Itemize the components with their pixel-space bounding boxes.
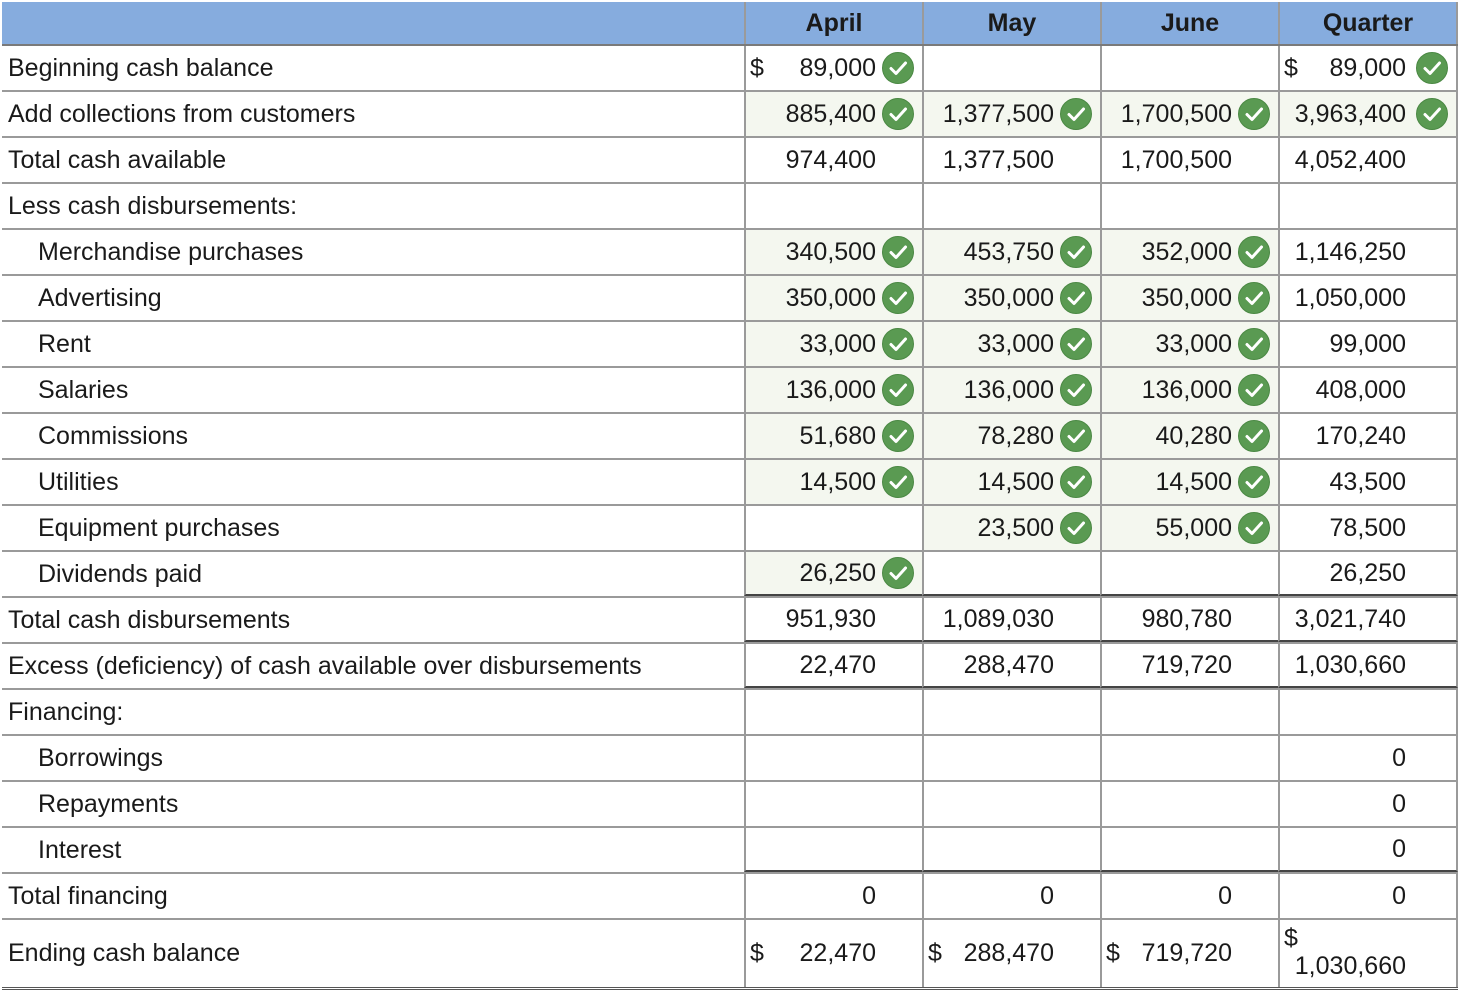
- row-label: Total cash available: [8, 145, 227, 174]
- value-cell: [1100, 874, 1278, 918]
- checkmark-icon: [1238, 98, 1270, 130]
- value-cell: [1278, 598, 1458, 642]
- value-cell: [1278, 368, 1458, 412]
- table-row: [2, 920, 1458, 990]
- header-june: June: [1160, 8, 1220, 37]
- value-cell: [744, 920, 922, 987]
- value-cell: [744, 828, 922, 872]
- cell-value: 0: [1392, 881, 1406, 910]
- cell-value: 1,377,500: [942, 145, 1054, 174]
- table-row: [2, 138, 1458, 184]
- dollar-sign: $: [1106, 939, 1120, 967]
- value-cell: [1278, 552, 1458, 596]
- cell-value: 1,030,660: [1294, 650, 1406, 679]
- checkmark-icon: [882, 420, 914, 452]
- table-row: [2, 874, 1458, 920]
- table-row: [2, 276, 1458, 322]
- cell-value: 288,470: [963, 650, 1054, 679]
- cell-value: 350,000: [963, 283, 1054, 312]
- header-april: April: [805, 8, 863, 37]
- checkmark-icon: [882, 52, 914, 84]
- value-cell: [922, 828, 1100, 872]
- value-input-cell[interactable]: [1100, 368, 1278, 412]
- cell-value: 350,000: [1141, 283, 1232, 312]
- value-input-cell[interactable]: [922, 230, 1100, 274]
- value-cell: [922, 736, 1100, 780]
- checkmark-icon: [1238, 466, 1270, 498]
- value-cell: [1100, 46, 1278, 90]
- table-row: [2, 598, 1458, 644]
- value-cell: [922, 690, 1100, 734]
- cell-value: 78,280: [977, 421, 1054, 450]
- table-row: [2, 230, 1458, 276]
- value-cell: [1100, 644, 1278, 688]
- value-input-cell[interactable]: [744, 414, 922, 458]
- value-input-cell[interactable]: [922, 322, 1100, 366]
- value-input-cell[interactable]: [922, 414, 1100, 458]
- cell-value: 980,780: [1141, 604, 1232, 633]
- checkmark-icon: [1238, 512, 1270, 544]
- cell-value: 0: [1392, 789, 1406, 818]
- table-row: [2, 736, 1458, 782]
- cell-value: 136,000: [1141, 375, 1232, 404]
- value-cell: [922, 598, 1100, 642]
- value-cell: [1100, 138, 1278, 182]
- checkmark-icon: [882, 98, 914, 130]
- value-cell: [1100, 690, 1278, 734]
- value-input-cell[interactable]: [744, 460, 922, 504]
- value-cell: [1100, 184, 1278, 228]
- cell-value: 453,750: [963, 237, 1054, 266]
- cell-value: 1,146,250: [1294, 237, 1406, 266]
- value-cell: [744, 736, 922, 780]
- row-label: Salaries: [38, 375, 129, 404]
- checkmark-icon: [1060, 420, 1092, 452]
- table-row: [2, 414, 1458, 460]
- value-cell: [922, 552, 1100, 596]
- cell-value: 350,000: [785, 283, 876, 312]
- table-row: [2, 644, 1458, 690]
- value-input-cell[interactable]: [922, 368, 1100, 412]
- cell-value: 0: [1392, 834, 1406, 863]
- value-cell: [1278, 460, 1458, 504]
- cell-value: 951,930: [785, 604, 876, 633]
- value-input-cell[interactable]: [1100, 460, 1278, 504]
- value-cell: [1278, 782, 1458, 826]
- value-cell: [1278, 184, 1458, 228]
- value-cell: [1278, 690, 1458, 734]
- value-cell: [922, 874, 1100, 918]
- value-cell: [922, 644, 1100, 688]
- cell-value: 33,000: [977, 329, 1054, 358]
- cell-value: 55,000: [1155, 513, 1232, 542]
- cell-value: 0: [1040, 881, 1054, 910]
- cell-value: 89,000: [1329, 53, 1406, 82]
- checkmark-icon: [1416, 98, 1448, 130]
- checkmark-icon: [882, 236, 914, 268]
- table-row: [2, 690, 1458, 736]
- row-label: Add collections from customers: [8, 99, 356, 128]
- checkmark-icon: [882, 374, 914, 406]
- cell-value: 4,052,400: [1294, 145, 1406, 174]
- value-cell: [1100, 782, 1278, 826]
- checkmark-icon: [882, 466, 914, 498]
- row-label: Beginning cash balance: [8, 53, 274, 82]
- cell-value: 0: [1218, 881, 1232, 910]
- value-cell: [744, 46, 922, 90]
- value-cell: [1278, 322, 1458, 366]
- cell-value: 136,000: [963, 375, 1054, 404]
- checkmark-icon: [882, 328, 914, 360]
- cell-value: 99,000: [1329, 329, 1406, 358]
- cell-value: 1,050,000: [1294, 283, 1406, 312]
- cell-value: 89,000: [799, 53, 876, 82]
- cash-budget-table: [2, 2, 1458, 990]
- table-row: [2, 184, 1458, 230]
- row-label: Equipment purchases: [38, 513, 280, 542]
- row-label: Utilities: [38, 467, 119, 496]
- value-input-cell[interactable]: [1100, 506, 1278, 550]
- checkmark-icon: [882, 557, 914, 589]
- value-input-cell[interactable]: [1100, 322, 1278, 366]
- dollar-sign: $: [750, 939, 764, 967]
- row-label: Merchandise purchases: [38, 237, 304, 266]
- value-cell: [1278, 828, 1458, 872]
- checkmark-icon: [1416, 52, 1448, 84]
- dollar-sign: $: [928, 939, 942, 967]
- cell-value: 719,720: [1141, 939, 1232, 967]
- row-label: Less cash disbursements:: [8, 191, 298, 220]
- row-label: Repayments: [38, 789, 179, 818]
- row-label: Total cash disbursements: [8, 605, 291, 634]
- dollar-sign: $: [1284, 924, 1298, 952]
- header-may: May: [987, 8, 1037, 37]
- value-cell: [1278, 414, 1458, 458]
- cell-value: 26,250: [799, 558, 876, 587]
- value-cell: [1278, 506, 1458, 550]
- checkmark-icon: [1060, 282, 1092, 314]
- dollar-sign: $: [750, 53, 764, 82]
- cell-value: 14,500: [977, 467, 1054, 496]
- cell-value: 33,000: [1155, 329, 1232, 358]
- value-cell: [1100, 828, 1278, 872]
- row-label: Borrowings: [38, 743, 164, 772]
- header-cell-april: [744, 2, 922, 44]
- checkmark-icon: [1238, 236, 1270, 268]
- value-input-cell[interactable]: [1100, 414, 1278, 458]
- checkmark-icon: [1060, 374, 1092, 406]
- cell-value: 1,377,500: [942, 99, 1054, 128]
- value-cell: [1100, 552, 1278, 596]
- value-input-cell[interactable]: [744, 368, 922, 412]
- value-cell: [922, 782, 1100, 826]
- value-cell: [744, 690, 922, 734]
- table-row: [2, 322, 1458, 368]
- cell-value: 136,000: [785, 375, 876, 404]
- table-row: [2, 828, 1458, 874]
- cell-value: 33,000: [799, 329, 876, 358]
- row-label: Interest: [38, 835, 122, 864]
- value-cell: [744, 598, 922, 642]
- checkmark-icon: [882, 282, 914, 314]
- value-input-cell[interactable]: [1100, 92, 1278, 136]
- value-cell: [1278, 138, 1458, 182]
- header-cell-june: [1100, 2, 1278, 44]
- row-label: Rent: [38, 329, 91, 358]
- value-cell: [744, 644, 922, 688]
- row-label: Advertising: [38, 283, 162, 312]
- cell-value: 14,500: [799, 467, 876, 496]
- cell-value: 0: [1392, 743, 1406, 772]
- table-row: [2, 552, 1458, 598]
- value-cell: [1278, 874, 1458, 918]
- checkmark-icon: [1238, 328, 1270, 360]
- cell-value: 78,500: [1329, 513, 1406, 542]
- value-cell: [1278, 230, 1458, 274]
- checkmark-icon: [1060, 512, 1092, 544]
- cell-value: 340,500: [785, 237, 876, 266]
- value-cell: [1100, 598, 1278, 642]
- value-input-cell[interactable]: [744, 92, 922, 136]
- value-input-cell[interactable]: [922, 92, 1100, 136]
- cell-value: 885,400: [785, 99, 876, 128]
- value-cell: [1278, 736, 1458, 780]
- value-cell: [744, 506, 922, 550]
- table-row: [2, 368, 1458, 414]
- value-input-cell[interactable]: [744, 552, 922, 596]
- cell-value: 1,700,500: [1120, 99, 1232, 128]
- value-cell: [744, 184, 922, 228]
- checkmark-icon: [1238, 374, 1270, 406]
- value-cell: [1100, 736, 1278, 780]
- checkmark-icon: [1238, 282, 1270, 314]
- row-label: Excess (deficiency) of cash available over disbursements: [8, 651, 642, 680]
- row-label: Financing:: [8, 697, 124, 726]
- value-input-cell[interactable]: [922, 460, 1100, 504]
- checkmark-icon: [1060, 98, 1092, 130]
- table-row: [2, 92, 1458, 138]
- dollar-sign: $: [1284, 53, 1298, 82]
- row-label: Ending cash balance: [8, 939, 241, 967]
- cell-value: 22,470: [799, 939, 876, 967]
- cell-value: 352,000: [1141, 237, 1232, 266]
- value-cell: [744, 874, 922, 918]
- cell-value: 1,089,030: [942, 604, 1054, 633]
- value-cell: [1278, 276, 1458, 320]
- cell-value: 14,500: [1155, 467, 1232, 496]
- cell-value: 1,030,660: [1294, 952, 1406, 980]
- row-label: Total financing: [8, 881, 168, 910]
- cell-value: 408,000: [1315, 375, 1406, 404]
- cell-value: 26,250: [1329, 558, 1406, 587]
- value-input-cell[interactable]: [744, 276, 922, 320]
- cell-value: 170,240: [1315, 421, 1406, 450]
- value-input-cell[interactable]: [922, 276, 1100, 320]
- table-row: [2, 46, 1458, 92]
- header-cell-may: [922, 2, 1100, 44]
- row-label: Dividends paid: [38, 559, 202, 588]
- value-cell: [922, 138, 1100, 182]
- cell-value: 51,680: [799, 421, 876, 450]
- cell-value: 288,470: [963, 939, 1054, 967]
- cell-value: 974,400: [785, 145, 876, 174]
- value-cell: [922, 46, 1100, 90]
- value-cell: [922, 184, 1100, 228]
- value-input-cell[interactable]: [922, 506, 1100, 550]
- cell-value: 43,500: [1329, 467, 1406, 496]
- table-row: [2, 782, 1458, 828]
- value-input-cell[interactable]: [744, 230, 922, 274]
- row-label: Commissions: [38, 421, 189, 450]
- value-input-cell[interactable]: [1100, 276, 1278, 320]
- checkmark-icon: [1060, 466, 1092, 498]
- checkmark-icon: [1060, 236, 1092, 268]
- checkmark-icon: [1238, 420, 1270, 452]
- header-quarter: Quarter: [1322, 8, 1414, 37]
- cell-value: 22,470: [799, 650, 876, 679]
- cell-value: 719,720: [1141, 650, 1232, 679]
- value-cell: [1278, 644, 1458, 688]
- cell-value: 40,280: [1155, 421, 1232, 450]
- cell-value: 3,021,740: [1294, 604, 1406, 633]
- value-cell: [744, 138, 922, 182]
- checkmark-icon: [1060, 328, 1092, 360]
- header-cell-quarter: [1278, 2, 1458, 44]
- value-input-cell[interactable]: [1278, 92, 1458, 136]
- value-cell: [1278, 46, 1458, 90]
- header-row: [2, 2, 1458, 46]
- table-row: [2, 506, 1458, 552]
- value-input-cell[interactable]: [744, 322, 922, 366]
- cell-value: 3,963,400: [1294, 99, 1406, 128]
- cell-value: 1,700,500: [1120, 145, 1232, 174]
- cell-value: 0: [862, 881, 876, 910]
- value-cell: [922, 920, 1100, 987]
- value-cell: [1100, 920, 1278, 987]
- value-cell: [744, 782, 922, 826]
- value-cell: [1278, 920, 1458, 987]
- value-input-cell[interactable]: [1100, 230, 1278, 274]
- table-row: [2, 460, 1458, 506]
- cell-value: 23,500: [977, 513, 1054, 542]
